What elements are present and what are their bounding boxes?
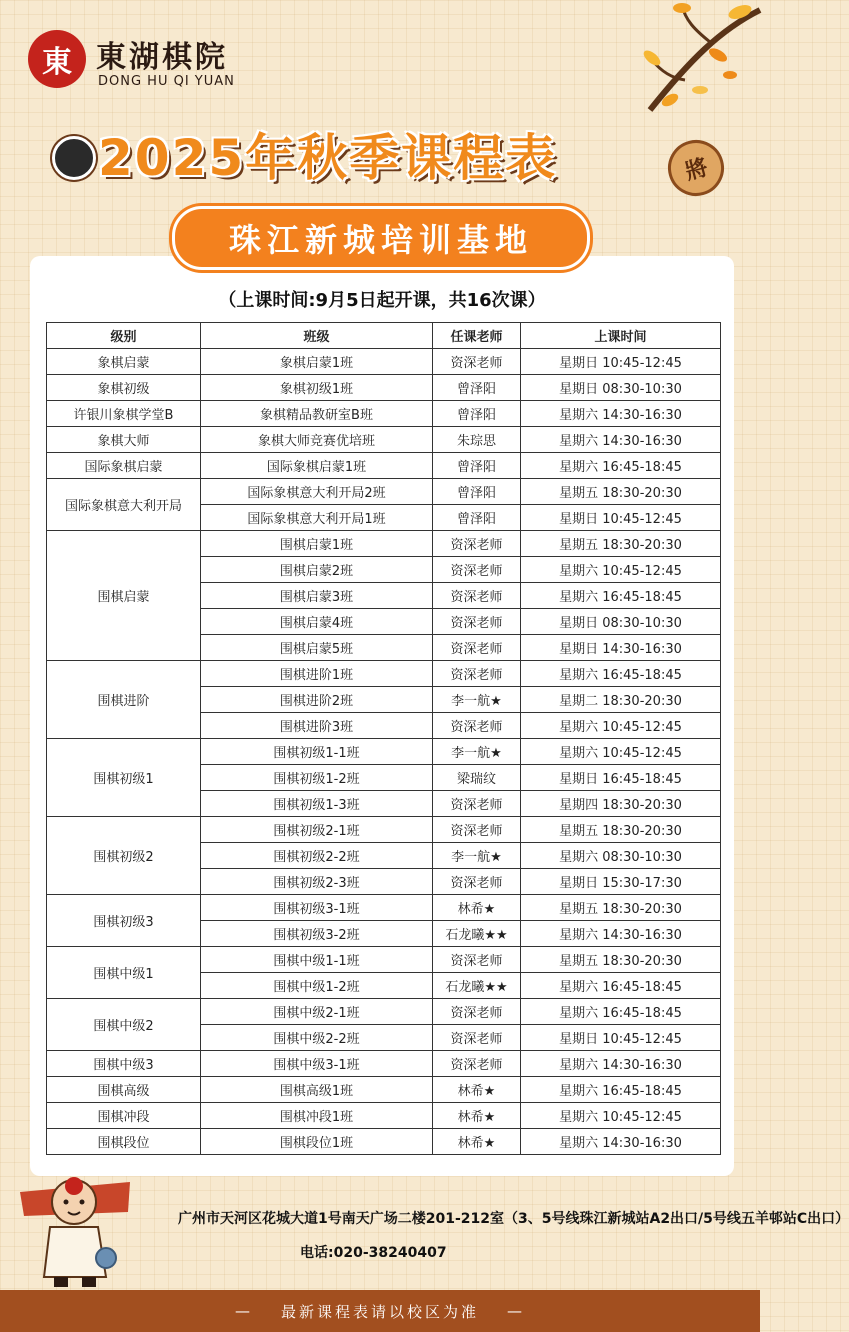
teacher-cell: 资深老师 [433,583,521,609]
col-header-class: 班级 [201,323,433,349]
class-cell: 围棋初级2-3班 [201,869,433,895]
class-cell: 国际象棋启蒙1班 [201,453,433,479]
teacher-cell: 资深老师 [433,349,521,375]
time-cell: 星期二 18:30-20:30 [521,687,721,713]
teacher-cell: 资深老师 [433,609,521,635]
class-cell: 围棋中级2-2班 [201,1025,433,1051]
time-cell: 星期日 14:30-16:30 [521,635,721,661]
class-cell: 围棋高级1班 [201,1077,433,1103]
time-cell: 星期六 16:45-18:45 [521,1077,721,1103]
table-row [47,427,721,453]
time-cell: 星期六 16:45-18:45 [521,999,721,1025]
time-cell: 星期五 18:30-20:30 [521,531,721,557]
col-header-level: 级别 [47,323,201,349]
class-cell: 象棋大师竞赛优培班 [201,427,433,453]
class-cell: 围棋初级2-2班 [201,843,433,869]
bar-dash-right: — [507,1302,525,1320]
time-cell: 星期六 10:45-12:45 [521,557,721,583]
mascot-icon [10,1172,140,1292]
table-row [47,531,721,557]
teacher-cell: 资深老师 [433,635,521,661]
level-cell: 围棋中级1 [47,947,201,999]
table-row [47,453,721,479]
time-cell: 星期六 14:30-16:30 [521,1051,721,1077]
bottom-bar-text: 最新课程表请以校区为准 [280,1302,479,1321]
teacher-cell: 林希★ [433,1129,521,1155]
class-cell: 围棋初级3-2班 [201,921,433,947]
time-cell: 星期日 10:45-12:45 [521,349,721,375]
teacher-cell: 资深老师 [433,1025,521,1051]
teacher-cell: 石龙曦★★ [433,921,521,947]
teacher-cell: 资深老师 [433,791,521,817]
level-cell: 围棋初级1 [47,739,201,817]
time-cell: 星期六 16:45-18:45 [521,661,721,687]
time-cell: 星期四 18:30-20:30 [521,791,721,817]
level-cell: 围棋中级3 [47,1051,201,1077]
footer-phone: 电话:020-38240407 [300,1245,447,1261]
teacher-cell: 曾泽阳 [433,505,521,531]
table-row [47,817,721,843]
class-cell: 围棋冲段1班 [201,1103,433,1129]
level-cell: 国际象棋意大利开局 [47,479,201,531]
table-row [47,999,721,1025]
class-cell: 围棋中级3-1班 [201,1051,433,1077]
class-cell: 国际象棋意大利开局1班 [201,505,433,531]
time-cell: 星期日 15:30-17:30 [521,869,721,895]
time-cell: 星期五 18:30-20:30 [521,947,721,973]
schedule-body [47,349,721,1155]
teacher-cell: 资深老师 [433,531,521,557]
level-cell: 象棋启蒙 [47,349,201,375]
time-cell: 星期六 10:45-12:45 [521,1103,721,1129]
class-cell: 围棋启蒙1班 [201,531,433,557]
class-cell: 围棋初级2-1班 [201,817,433,843]
time-cell: 星期六 16:45-18:45 [521,973,721,999]
level-cell: 围棋初级3 [47,895,201,947]
schedule-note: （上课时间:9月5日起开课，共16次课） [218,290,546,311]
page-title: 2025年秋季课程表 [98,129,558,187]
table-row [47,947,721,973]
class-cell: 象棋精品教研室B班 [201,401,433,427]
class-cell: 围棋进阶2班 [201,687,433,713]
table-row [47,1103,721,1129]
seal-icon: 東 [28,30,86,88]
class-cell: 围棋启蒙4班 [201,609,433,635]
time-cell: 星期六 14:30-16:30 [521,401,721,427]
table-row [47,479,721,505]
teacher-cell: 资深老师 [433,869,521,895]
table-row [47,1051,721,1077]
level-cell: 围棋冲段 [47,1103,201,1129]
teacher-cell: 李一航★ [433,843,521,869]
table-row [47,401,721,427]
level-cell: 象棋大师 [47,427,201,453]
time-cell: 星期六 14:30-16:30 [521,1129,721,1155]
time-cell: 星期六 08:30-10:30 [521,843,721,869]
time-cell: 星期五 18:30-20:30 [521,895,721,921]
time-cell: 星期日 10:45-12:45 [521,1025,721,1051]
time-cell: 星期五 18:30-20:30 [521,479,721,505]
table-row [47,661,721,687]
time-cell: 星期五 18:30-20:30 [521,817,721,843]
teacher-cell: 资深老师 [433,661,521,687]
teacher-cell: 资深老师 [433,817,521,843]
level-cell: 象棋初级 [47,375,201,401]
teacher-cell: 资深老师 [433,999,521,1025]
level-cell: 围棋初级2 [47,817,201,895]
teacher-cell: 林希★ [433,1103,521,1129]
class-cell: 围棋进阶3班 [201,713,433,739]
col-header-time: 上课时间 [521,323,721,349]
class-cell: 围棋初级1-1班 [201,739,433,765]
level-cell: 围棋高级 [47,1077,201,1103]
teacher-cell: 资深老师 [433,1051,521,1077]
brand-name-en: DONG HU QI YUAN [98,74,235,89]
level-cell: 围棋启蒙 [47,531,201,661]
go-stone-icon [52,136,96,180]
class-cell: 围棋初级3-1班 [201,895,433,921]
class-cell: 象棋启蒙1班 [201,349,433,375]
schedule-table [46,322,721,1155]
class-cell: 围棋进阶1班 [201,661,433,687]
teacher-cell: 曾泽阳 [433,479,521,505]
time-cell: 星期日 08:30-10:30 [521,609,721,635]
class-cell: 国际象棋意大利开局2班 [201,479,433,505]
class-cell: 围棋中级2-1班 [201,999,433,1025]
teacher-cell: 林希★ [433,895,521,921]
class-cell: 围棋中级1-1班 [201,947,433,973]
time-cell: 星期六 16:45-18:45 [521,453,721,479]
teacher-cell: 梁瑞纹 [433,765,521,791]
teacher-cell: 石龙曦★★ [433,973,521,999]
footer-address: 广州市天河区花城大道1号南天广场二楼201-212室（3、5号线珠江新城站A2出口/5号线五羊邨站C出口） [178,1211,849,1227]
class-cell: 围棋启蒙3班 [201,583,433,609]
time-cell: 星期日 16:45-18:45 [521,765,721,791]
campus-subtitle: 珠江新城培训基地 [172,206,590,270]
level-cell: 围棋中级2 [47,999,201,1051]
class-cell: 围棋中级1-2班 [201,973,433,999]
time-cell: 星期日 10:45-12:45 [521,505,721,531]
chess-piece-icon: 將 [662,134,731,203]
brand-name-cn: 東湖棋院 [96,40,228,75]
bottom-bar [0,1290,760,1332]
table-header-row [47,323,721,349]
teacher-cell: 李一航★ [433,687,521,713]
level-cell: 许银川象棋学堂B [47,401,201,427]
level-cell: 围棋进阶 [47,661,201,739]
time-cell: 星期六 10:45-12:45 [521,713,721,739]
brand-logo [28,30,268,94]
table-row [47,349,721,375]
table-row [47,375,721,401]
teacher-cell: 林希★ [433,1077,521,1103]
teacher-cell: 朱琮思 [433,427,521,453]
time-cell: 星期六 14:30-16:30 [521,921,721,947]
col-header-teacher: 任课老师 [433,323,521,349]
level-cell: 国际象棋启蒙 [47,453,201,479]
class-cell: 围棋启蒙2班 [201,557,433,583]
table-row [47,895,721,921]
class-cell: 围棋初级1-3班 [201,791,433,817]
teacher-cell: 李一航★ [433,739,521,765]
schedule-card [30,256,734,1176]
table-row [47,1129,721,1155]
teacher-cell: 资深老师 [433,947,521,973]
title-banner [40,118,730,192]
class-cell: 围棋初级1-2班 [201,765,433,791]
teacher-cell: 资深老师 [433,557,521,583]
class-cell: 围棋段位1班 [201,1129,433,1155]
teacher-cell: 曾泽阳 [433,453,521,479]
class-cell: 围棋启蒙5班 [201,635,433,661]
class-cell: 象棋初级1班 [201,375,433,401]
table-row [47,1077,721,1103]
time-cell: 星期六 14:30-16:30 [521,427,721,453]
time-cell: 星期六 10:45-12:45 [521,739,721,765]
teacher-cell: 曾泽阳 [433,401,521,427]
table-row [47,739,721,765]
time-cell: 星期日 08:30-10:30 [521,375,721,401]
teacher-cell: 资深老师 [433,713,521,739]
time-cell: 星期六 16:45-18:45 [521,583,721,609]
level-cell: 围棋段位 [47,1129,201,1155]
teacher-cell: 曾泽阳 [433,375,521,401]
bar-dash-left: — [234,1302,253,1320]
